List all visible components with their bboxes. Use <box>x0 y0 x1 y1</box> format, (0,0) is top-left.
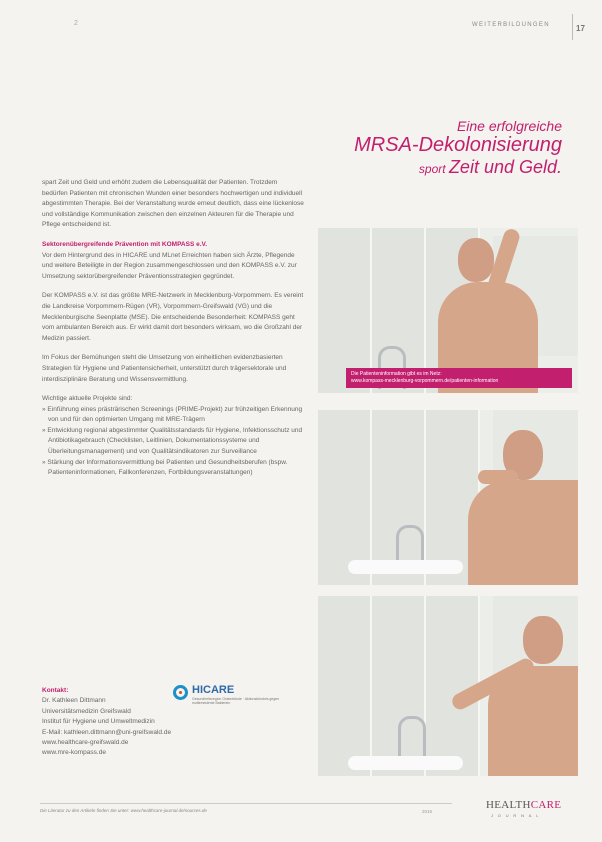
patient-info-banner <box>346 368 572 388</box>
projects-list <box>42 405 304 479</box>
project-item: » Einführung eines prästrärischen Screenings (PRIME-Projekt) zur frühzeitigen Erkennung von und für den optimierten Umgang mit MRE-Trägern <box>42 405 303 424</box>
hicare-logo-name: HICARE <box>192 684 235 696</box>
footer-issue: 2015 <box>422 809 433 814</box>
header-mark: 2 <box>74 20 78 27</box>
hicare-logo <box>173 684 301 706</box>
headline-line-3-rest: Zeit und Geld. <box>448 157 562 178</box>
headline-line-2: MRSA-Dekolonisierung <box>354 134 562 157</box>
article-heading: Sektorenübergreifende Prävention mit KOMPASS e.V. <box>42 240 208 248</box>
project-item: » Stärkung der Informationsvermittlung bei Patienten und Gesundheitsberufen (bspw. Patienteninformationen, Fallkonferenzen, Fortbildungsveranstaltungen) <box>42 458 288 477</box>
project-item: » Entwicklung regional abgestimmter Qualitätsstandards für Hygiene, Infektionsschutz und Antibiotikagebrauch (Checklisten, Leitlinien, Dokumentationssysteme und Überleitungsmanagement) und von Qualitätsindikatoren zur Surveillance <box>42 426 303 456</box>
footer-rule <box>40 803 452 804</box>
article-paragraph-3: Im Fokus der Bemühungen steht die Umsetzung von einheitlichen evidenzbasierten Strategien für Hygiene und Patientensicherheit, unterstützt durch trägersektorale und interdisziplinäre Beratung und Wissensvermittlung. <box>42 354 287 383</box>
headline-line-3-prefix: sport <box>418 162 446 177</box>
section-label: WEITERBILDUNGEN <box>472 22 550 28</box>
banner-url: www.kompass-mecklenburg-vorpommern.de/patienten-information <box>351 377 499 384</box>
article-intro: spart Zeit und Geld und erhöht zudem die Lebensqualität der Patienten. Trotzdem bedürfen Patienten mit chronischen Wunden einer besonders hochwertigen und individuell abgestimmten Therapie. Bei der Veranstaltung wurde erneut deutlich, dass eine lückenlose und vollständige Kommunikation zwischen den einzelnen Akteuren für die Therapie und Pflege entscheidend ist. <box>42 179 304 229</box>
banner-line-1: Die Patienteninformation gibt es im Netz: <box>351 371 442 377</box>
contact-web-1: www.healthcare-greifswald.de <box>42 739 129 747</box>
journal-logo <box>486 799 561 811</box>
journal-logo-health: HEALTH <box>486 799 531 811</box>
headline-line-3 <box>300 157 562 178</box>
journal-logo-care: CARE <box>530 799 562 811</box>
journal-logo-subtitle: JOURNAL <box>491 813 544 818</box>
article-paragraph-1: Vor dem Hintergrund des in HICARE und MLnet Erreichten haben sich Ärzte, Pflegende und weitere Beteiligte in der Region zusammengeschlossen und den KOMPASS e.V. zur Umsetzung sektorübergreifender Präventionsstrategien gegründet. <box>42 251 297 280</box>
headline-line-1: Eine erfolgreiche <box>456 118 562 134</box>
contact-web-2: www.mre-kompass.de <box>42 749 106 757</box>
hicare-logo-tagline: Gesundheitsregion Ostseeküste · Aktionsbündnis gegen multiresistente Bakterien <box>192 697 280 705</box>
contact-dept: Institut für Hygiene und Umweltmedizin <box>42 718 155 726</box>
page-number: 17 <box>576 24 585 33</box>
projects-title: Wichtige aktuelle Projekte sind: <box>42 395 133 403</box>
article-column <box>42 178 304 479</box>
photo-nose-ointment <box>318 596 578 776</box>
footer-literature-note: Die Literatur zu den Artikeln finden Sie unter: www.healthcare-journal.de/sources.de <box>40 808 207 813</box>
headline <box>300 118 562 178</box>
contact-email: E-Mail: kathleen.dittmann@uni-greifswald.de <box>42 728 172 736</box>
hicare-logo-icon <box>173 685 188 700</box>
contact-label: Kontakt: <box>42 687 69 694</box>
contact-org: Universitätsmedizin Greifswald <box>42 707 131 715</box>
article-paragraph-2: Der KOMPASS e.V. ist das größte MRE-Netzwerk in Mecklenburg-Vorpommern. Es vereint die Landkreise Vorpommern-Rügen (VR), Vorpommern-Greifswald (VG) und die Mecklenburgische Seenplatte (MSE). Die entscheidende Besonderheit: KOMPASS geht vom ambulanten Bereich aus. Er wirkt damit dort besonders wirksam, wo die Großzahl der Medizin passiert. <box>42 292 304 342</box>
header-divider <box>572 14 573 40</box>
photo-gargling <box>318 410 578 585</box>
contact-name: Dr. Kathleen Dittmann <box>42 697 106 705</box>
contact-block <box>42 686 171 759</box>
